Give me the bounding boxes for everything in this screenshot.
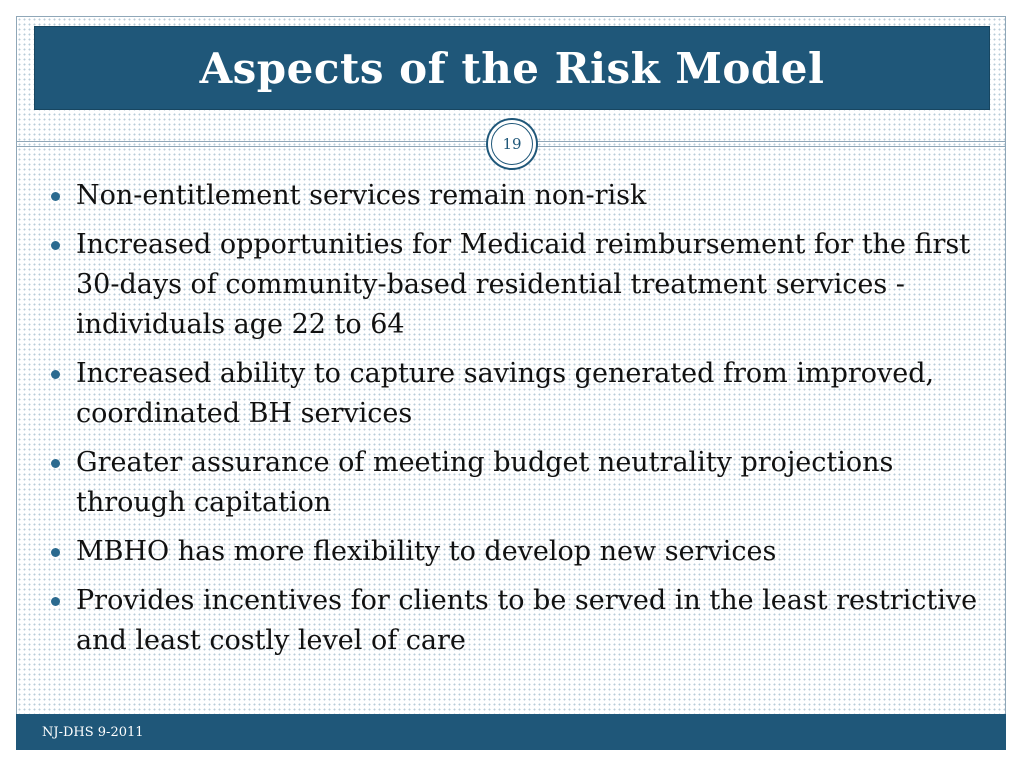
bullet-icon: [51, 192, 60, 201]
slide-content: [48, 176, 978, 686]
footer-bar: [16, 714, 1006, 750]
bullet-text: Increased opportunities for Medicaid reimbursement for the first 30-days of community-based residential treatment services - individuals age 22 to 64: [76, 229, 971, 340]
bullet-text: Greater assurance of meeting budget neutrality projections through capitation: [76, 447, 894, 518]
bullet-item: [48, 581, 978, 661]
bullet-item: [48, 443, 978, 523]
footer-text: NJ-DHS 9-2011: [42, 724, 144, 740]
title-bar: [34, 26, 990, 110]
bullet-text: Non-entitlement services remain non-risk: [76, 180, 647, 211]
bullet-text: Provides incentives for clients to be served in the least restrictive and least costly level of care: [76, 585, 978, 656]
bullet-text: MBHO has more flexibility to develop new services: [76, 536, 777, 567]
bullet-icon: [51, 370, 60, 379]
bullet-item: [48, 532, 978, 572]
bullet-text: Increased ability to capture savings generated from improved, coordinated BH services: [76, 358, 935, 429]
bullet-list: [48, 176, 978, 661]
slide-number-badge: [486, 118, 538, 170]
bullet-item: [48, 225, 978, 345]
bullet-item: [48, 176, 978, 216]
bullet-icon: [51, 459, 60, 468]
bullet-icon: [51, 548, 60, 557]
bullet-icon: [51, 241, 60, 250]
slide-title: Aspects of the Risk Model: [199, 43, 825, 93]
bullet-icon: [51, 597, 60, 606]
bullet-item: [48, 354, 978, 434]
slide-number: 19: [491, 123, 533, 165]
